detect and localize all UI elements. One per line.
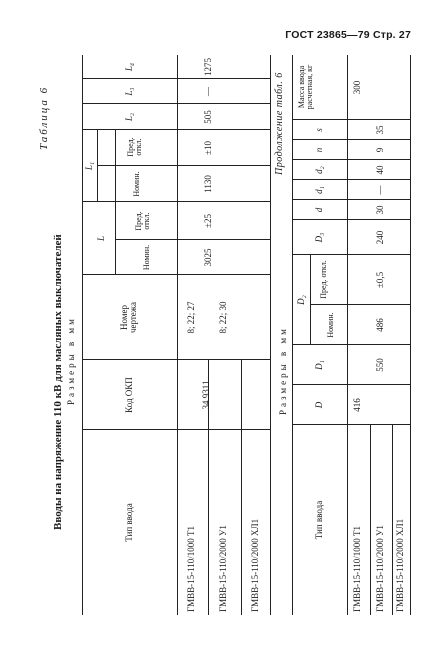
table1-col-sep (97, 165, 270, 166)
table2-col-sep (292, 199, 410, 200)
table1-col-sep (82, 429, 270, 430)
table2-d1-value: — (375, 185, 385, 195)
table2-header-type: Тип ввода (314, 500, 324, 540)
table1-header-L3: L₃ (124, 87, 134, 96)
table1-header-bottom (177, 55, 178, 615)
table1-header-okp: Код ОКП (124, 377, 134, 413)
table2-header-s: s (314, 128, 324, 132)
table1-col-sep (82, 103, 270, 104)
table2-header-d: d (314, 207, 324, 213)
table2-col-sep (292, 219, 410, 220)
table2-row-sep (392, 425, 393, 615)
table2-header-d1: d₁ (314, 186, 324, 194)
table2-row-type: ГМВВ-15-110/2000 ХЛ1 (395, 518, 405, 612)
table2-header-D: D (314, 401, 324, 409)
table2-col-sep (292, 384, 410, 385)
table1-col-sep (82, 78, 270, 79)
table1-L-nomin-value: 3025 (203, 248, 213, 267)
table2-header-D2: D₂ (296, 295, 306, 305)
table1-okp-value: 34 9311 (201, 380, 211, 410)
table2-row-sep (370, 425, 371, 615)
table1-col-sep (115, 239, 270, 240)
table1-row-type: ГМВВ-15-110/2000 ХЛ1 (250, 518, 260, 612)
table1-header-type: Тип ввода (124, 503, 134, 542)
table1-L1-nomin-value: 1130 (203, 175, 213, 193)
page-header: ГОСТ 23865—79 Стр. 27 (285, 29, 411, 41)
table2-col-sep (310, 304, 410, 305)
table2-col-sep (292, 179, 410, 180)
table2-d-value: 30 (375, 205, 385, 215)
table1-border-bottom (270, 55, 271, 615)
table2-col-sep (292, 344, 410, 345)
table1-L-dev-value: ±25 (203, 214, 213, 228)
table1-header-L1: L₁ (84, 161, 94, 171)
table2-s-value: 35 (375, 125, 385, 135)
table2-D2-dev-value: ±0,5 (375, 271, 385, 289)
table2-D2-nomin-value: 486 (375, 318, 385, 332)
table1-L3-value: — (203, 87, 213, 96)
table1-row-type: ГМВВ-15-110/1000 Т1 (186, 525, 196, 612)
table1-L1-dev-value: ±10 (203, 141, 213, 155)
table2-col-sep (292, 159, 410, 160)
rotated-sheet (35, 60, 410, 620)
table1-header-L-nomin: Номин. (142, 244, 151, 271)
table2-header-D3: D₃ (314, 232, 324, 243)
table1-col-sep (82, 201, 270, 202)
table1-header-drawing: Номер чертежа (119, 301, 139, 334)
table2-header-mass: Масса ввода расчетная, кг (297, 64, 315, 110)
table2-D-value: 416 (352, 398, 362, 412)
table1-L2-value: 505 (203, 110, 213, 124)
table2-caption: Продолжение табл. 6 (274, 72, 285, 175)
table2-D1-value: 550 (375, 358, 385, 372)
table2-header-D2-dev: Пред. откл. (319, 260, 328, 299)
table1-header-L4: L₄ (124, 62, 134, 72)
table2-col-sep (292, 139, 410, 140)
table1-row-type: ГМВВ-15-110/2000 У1 (218, 525, 228, 612)
table1-header-L2: L₂ (124, 112, 134, 122)
table2-header-D1: D₁ (314, 360, 324, 370)
table1-row-drawing: 8; 22; 30 (218, 301, 228, 334)
table1-header-L1-dev: Пред. откл. (126, 137, 144, 157)
table1-col-sep (82, 359, 270, 360)
table1-col-sep (82, 129, 270, 130)
table1-row-drawing: 8; 22; 27 (186, 301, 196, 334)
table1-row-sep (241, 360, 242, 615)
table1-L1-split (97, 130, 98, 202)
table2-row-type: ГМВВ-15-110/2000 У1 (375, 525, 385, 612)
table1-header-L-dev: Пред. откл. (134, 211, 152, 231)
table2-D2-split (310, 255, 311, 345)
table2-header-d2: d₂ (314, 166, 324, 174)
table1-caption: Таблица 6 (38, 85, 50, 150)
table1-L-split (115, 130, 116, 275)
table1-units: Размеры в мм (66, 316, 76, 405)
table2-D3-value: 240 (375, 230, 385, 245)
table1-header-L1-nomin: Номин. (132, 171, 141, 197)
table1-L4-value: 1275 (203, 58, 213, 76)
table2-d2-value: 40 (375, 165, 385, 175)
table2-col-sep (292, 424, 410, 425)
table2-header-D2-nomin: Номин. (326, 312, 335, 338)
table2-row-type: ГМВВ-15-110/1000 Т1 (352, 525, 362, 612)
table2-col-sep (292, 254, 410, 255)
table1-border-top (82, 55, 83, 615)
table2-col-sep (292, 119, 410, 120)
table2-n-value: 9 (375, 147, 385, 153)
table1-title: Вводы на напряжение 110 кВ для масляных выключателей (52, 234, 64, 530)
table2-border-bottom (410, 55, 411, 615)
table2-header-n: n (314, 147, 324, 153)
table2-mass-value: 300 (352, 80, 362, 95)
table2-units: Размеры в мм (278, 326, 288, 415)
table1-col-sep (82, 274, 270, 275)
table1-header-L: L (96, 236, 106, 242)
